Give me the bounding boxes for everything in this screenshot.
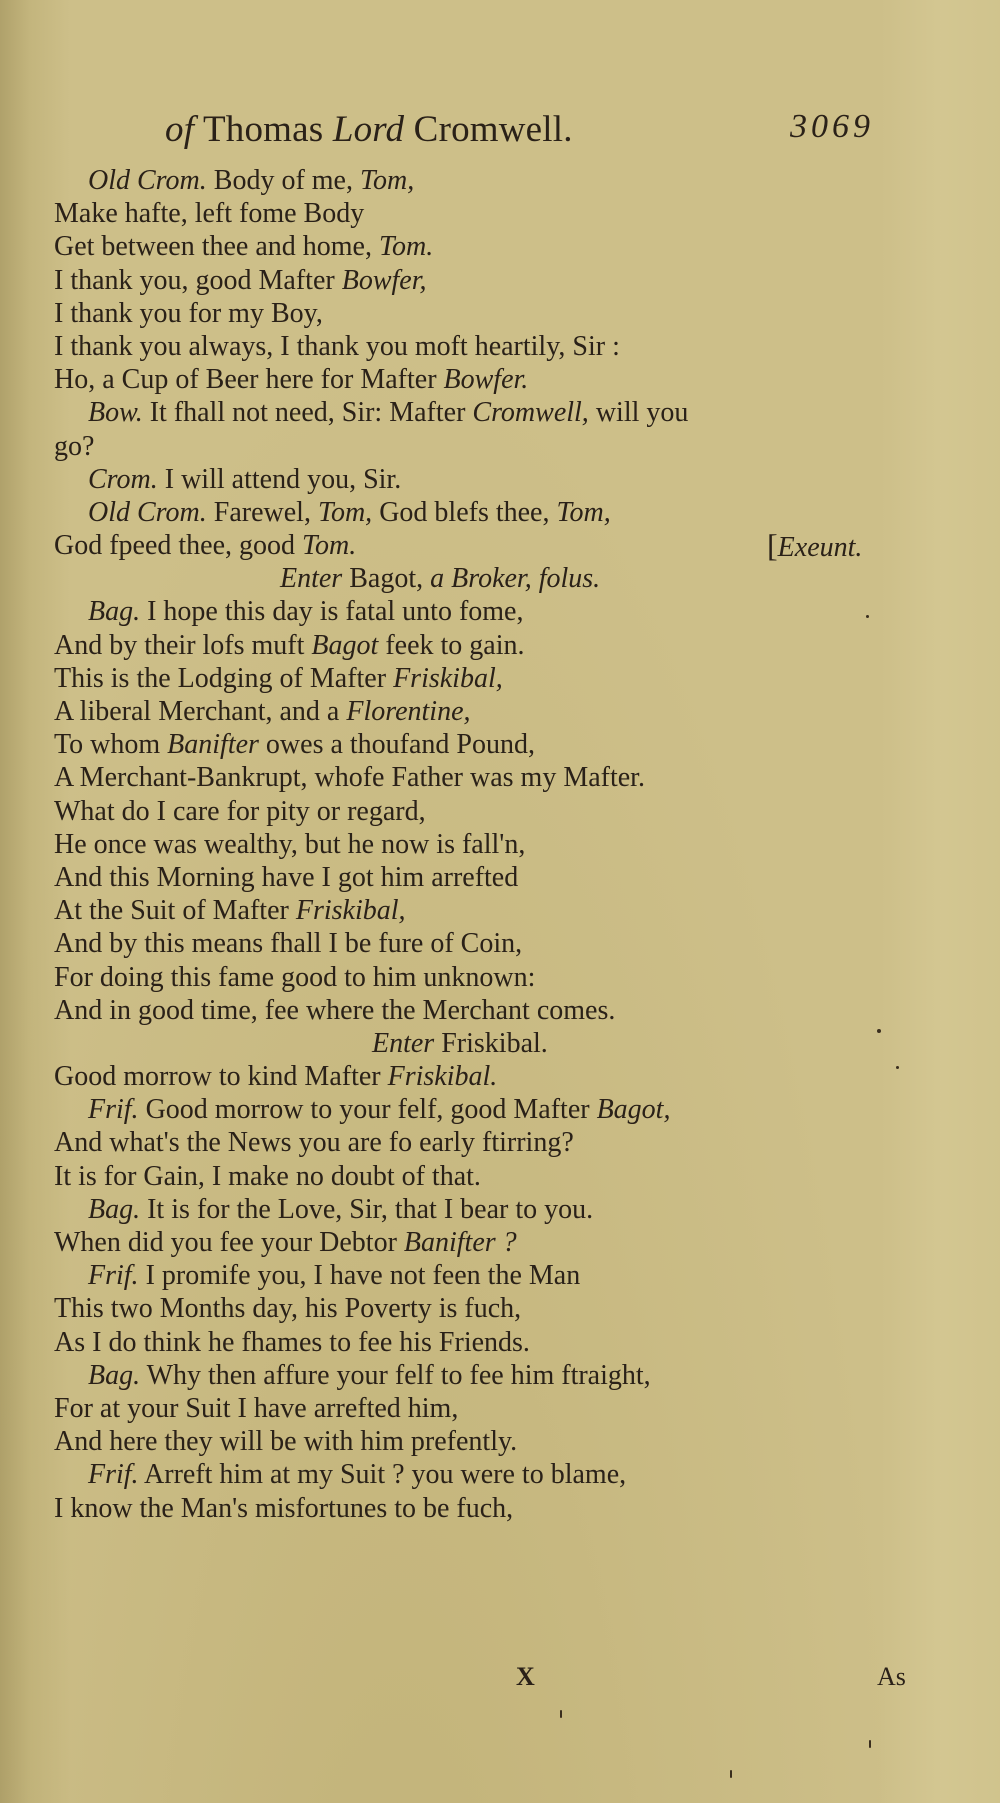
speaker-name: Frif. (88, 1094, 139, 1126)
line-text: And here they will be with him prefently. (54, 1426, 518, 1458)
line-text: Why then affure your felf to fee him ftraight, (140, 1359, 651, 1391)
scan-speck (730, 1770, 732, 1778)
line-text: will you (588, 397, 689, 429)
running-title (165, 108, 573, 151)
line-text: God fpeed thee, good (54, 530, 303, 562)
signature-mark: X (516, 1662, 535, 1691)
verse-line (54, 1458, 904, 1491)
verse-line (54, 961, 904, 994)
verse-line (54, 695, 904, 728)
title-lord: Lord (332, 109, 405, 150)
line-text: At the Suit of Mafter (54, 895, 296, 927)
stage-direction-exeunt (767, 529, 862, 564)
verse-line (54, 1060, 904, 1093)
line-text: What do I care for pity or regard, (54, 795, 426, 827)
speaker-name: Old Crom. (88, 496, 207, 528)
line-text: For at your Suit I have arrefted him, (54, 1392, 459, 1424)
line-text: And what's the News you are fo early ftirring? (54, 1127, 574, 1159)
line-text: This two Months day, his Poverty is fuch, (54, 1293, 522, 1325)
scan-speck (869, 1740, 871, 1748)
line-text: This is the Lodging of Mafter (54, 662, 394, 694)
italic-word: Bagot (311, 629, 379, 661)
page-number: 3069 (790, 108, 874, 145)
catchword: As (877, 1662, 906, 1691)
title-thomas: Thomas (194, 109, 333, 150)
scan-speck (877, 1029, 881, 1033)
italic-word: Friskibal, (393, 662, 503, 694)
verse-line (54, 1392, 904, 1425)
italic-word: Cromwell, (472, 397, 589, 429)
verse-line (54, 1093, 904, 1126)
verse-line (54, 1259, 904, 1292)
line-text: go? (54, 430, 95, 462)
verse-line (54, 1359, 904, 1392)
verse-line (54, 297, 904, 330)
verse-line (54, 1226, 904, 1259)
direction-enter: Enter (372, 1027, 435, 1059)
verse-line (54, 264, 904, 297)
verse-line (54, 396, 904, 429)
line-text: It is for the Love, Sir, that I bear to you. (140, 1193, 594, 1225)
line-text: Good morrow to kind Mafter (54, 1061, 388, 1093)
verse-line (54, 1160, 904, 1193)
verse-line (54, 363, 904, 396)
verse-line (54, 230, 904, 263)
line-text: And by their lofs muft (54, 629, 312, 661)
verse-line (54, 1292, 904, 1325)
italic-word: Bowfer. (443, 364, 529, 396)
verse-line (54, 795, 904, 828)
verse-line (54, 1193, 904, 1226)
italic-word: Tom, (556, 496, 611, 528)
bracket-glyph: [ (767, 527, 778, 564)
verse-line (54, 463, 904, 496)
stage-direction-line (54, 562, 904, 595)
line-text: God blefs thee, (372, 496, 557, 528)
stage-direction-line (54, 1027, 904, 1060)
verse-line (54, 861, 904, 894)
verse-line (54, 529, 904, 562)
italic-word: Florentine, (346, 696, 471, 727)
line-text: I hope this day is fatal unto fome, (140, 596, 524, 628)
verse-line (54, 662, 904, 695)
verse-line (54, 1326, 904, 1359)
verse-line (54, 1492, 904, 1525)
scan-speck (896, 1066, 899, 1069)
direction-note: a Broker, folus. (430, 563, 601, 595)
italic-word: Banifter (167, 729, 259, 761)
line-text: To whom (54, 729, 168, 761)
character-name: Bagot, (342, 563, 431, 595)
direction-enter: Enter (280, 563, 343, 595)
scan-speck (866, 615, 869, 618)
verse-line (54, 496, 904, 529)
line-text: I will attend you, Sir. (157, 463, 402, 495)
italic-word: Tom, (359, 165, 415, 196)
verse-line (54, 430, 904, 463)
line-text: Good morrow to your felf, good Mafter (138, 1094, 597, 1126)
play-text (54, 164, 904, 1525)
verse-line (54, 728, 904, 761)
verse-line (54, 1425, 904, 1458)
line-text: And by this means fhall I be fure of Coin, (54, 928, 523, 960)
line-text: As I do think he fhames to fee his Friends. (54, 1326, 530, 1358)
line-text: Body of me, (206, 165, 360, 196)
line-text: A Merchant-Bankrupt, whofe Father was my Mafter. (54, 762, 645, 794)
line-text: Arreft him at my Suit ? you were to blame, (138, 1459, 627, 1491)
verse-line (54, 629, 904, 662)
verse-line (54, 994, 904, 1027)
character-name: Friskibal. (434, 1027, 548, 1059)
verse-line (54, 595, 904, 628)
line-text: I thank you always, I thank you moft heartily, Sir : (54, 330, 620, 362)
running-header (0, 108, 1000, 158)
verse-line (54, 828, 904, 861)
line-text: feek to gain. (378, 629, 525, 661)
italic-word: Tom. (302, 530, 357, 562)
speaker-name: Bag. (88, 596, 141, 628)
verse-line (54, 927, 904, 960)
line-text: I thank you, good Mafter (54, 264, 342, 296)
line-text: It is for Gain, I make no doubt of that. (54, 1160, 481, 1192)
line-text: When did you fee your Debtor (54, 1227, 404, 1258)
line-text: He once was wealthy, but he now is fall'n, (54, 828, 526, 860)
line-text: Get between thee and home, (54, 231, 379, 263)
speaker-name: Bag. (88, 1193, 141, 1225)
verse-line (54, 164, 904, 197)
italic-word: Bowfer, (341, 264, 427, 296)
line-text: And in good time, fee where the Merchant comes. (54, 994, 616, 1026)
line-text: I promife you, I have not feen the Man (138, 1260, 581, 1292)
title-of: of (165, 109, 195, 150)
speaker-name: Frif. (88, 1459, 139, 1491)
title-cromwell: Cromwell. (404, 109, 573, 150)
verse-line (54, 761, 904, 794)
speaker-name: Crom. (88, 463, 158, 495)
verse-line (54, 894, 904, 927)
stage-direction-text: Exeunt. (777, 532, 863, 564)
line-text: I thank you for my Boy, (54, 297, 323, 329)
speaker-name: Bag. (88, 1359, 141, 1391)
line-text: Farewel, (206, 496, 318, 528)
italic-word: Tom, (317, 496, 373, 528)
line-text: It fhall not need, Sir: Mafter (142, 397, 473, 429)
italic-word: Banifter ? (403, 1227, 517, 1258)
line-text: And this Morning have I got him arrefted (54, 861, 519, 893)
speaker-name: Old Crom. (88, 165, 207, 196)
italic-word: Friskibal. (387, 1061, 498, 1093)
scan-speck (560, 1710, 562, 1718)
verse-line (54, 197, 904, 230)
italic-word: Bagot, (596, 1094, 671, 1126)
italic-word: Friskibal, (295, 895, 406, 927)
line-text: A liberal Merchant, and a (54, 696, 347, 727)
italic-word: Tom. (378, 231, 434, 263)
line-text: Ho, a Cup of Beer here for Mafter (54, 364, 444, 396)
speaker-name: Frif. (88, 1260, 139, 1292)
line-text: I know the Man's misfortunes to be fuch, (54, 1492, 514, 1524)
verse-line (54, 1126, 904, 1159)
line-text: owes a thoufand Pound, (258, 729, 535, 761)
line-text: For doing this fame good to him unknown: (54, 961, 536, 993)
speaker-name: Bow. (88, 397, 143, 429)
line-text: Make hafte, left fome Body (54, 198, 365, 230)
verse-line (54, 330, 904, 363)
page-footer (0, 1662, 1000, 1702)
